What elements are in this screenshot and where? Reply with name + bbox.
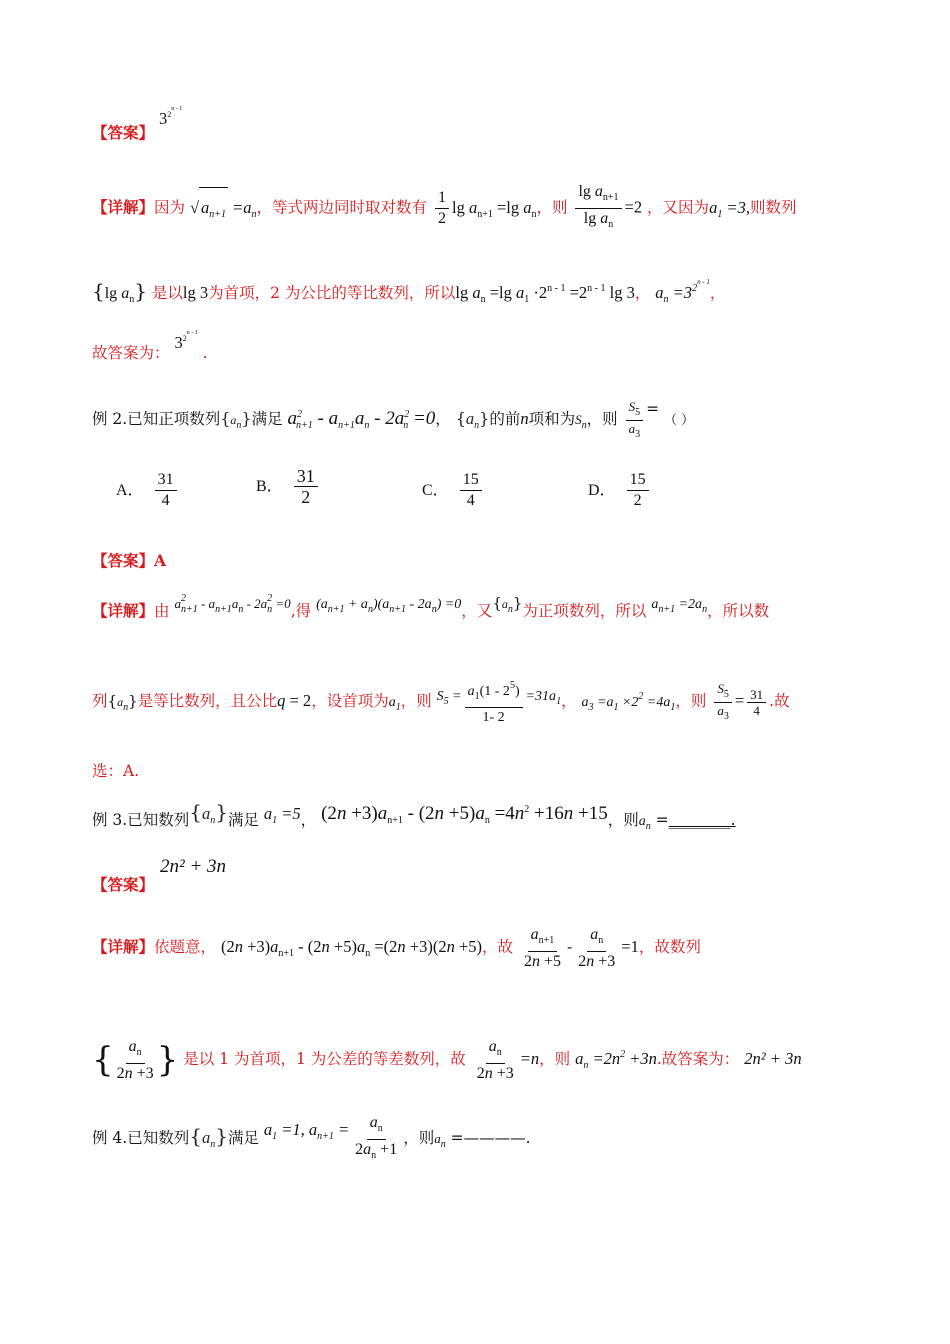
ex3-q-a: 例 3.已知数列 — [92, 811, 190, 829]
ex1-answer-line — [92, 106, 862, 144]
ex1-answer-expr: $3^{2^{n - 1}}$ — [158, 106, 183, 128]
ex1-d2-a: 是以 — [151, 284, 183, 302]
ex3-detail-line-1: 【详解】依题意， $(2n +3)a_{n+1} - (2n +5)a_n =(2n +3)(2n +5)$，故 $\frac{a_{n+1}}{2n +5}$ - $\frac{a_n}{2n +3}$ =1，故数列 — [92, 925, 701, 970]
ex2-factored: $(a_{n+1} + a_n)(a_{n+1} - 2a_n) =0$ — [316, 597, 462, 615]
lg-eq: $\lg a_{n+1} =\lg$ $a_n$ — [452, 197, 537, 220]
ex2-q-d: 的前 — [489, 410, 521, 428]
ex2-d2-c: ，设首项为 — [311, 692, 389, 710]
ex3-d1-a: 依题意， — [154, 938, 217, 956]
ex2-answer-line — [92, 550, 862, 572]
ex2-d2-b: 是等比数列，且公比 — [137, 692, 278, 710]
detail-label: 【详解】 — [92, 937, 155, 956]
ex2-d1-a: 由 — [154, 602, 170, 620]
opt-a-num: 31 — [155, 470, 177, 491]
opt-d-den: 2 — [633, 492, 642, 509]
ex2-d2-d: ，则 — [400, 692, 432, 710]
lg3: lg 3 — [182, 283, 209, 302]
ex3-q-c: ， — [300, 811, 317, 829]
s5-a3-frac: $\frac{S_5}{a_3}$ — [626, 399, 644, 442]
opt-c-den: 4 — [466, 492, 475, 509]
detail-label: 【详解】 — [92, 601, 155, 620]
ex1-final-line — [92, 332, 862, 364]
detail-label: 【详解】 — [92, 197, 155, 217]
opt-c-num: 15 — [460, 470, 482, 491]
ex3-blank[interactable]: ________. — [668, 811, 736, 829]
ex1-d1-d: ，又因为 — [647, 198, 710, 217]
opt-b-den: 2 — [301, 487, 311, 507]
ex4-q-a: 例 4.已知数列 — [92, 1129, 190, 1147]
answer-label: 【答案】 — [92, 875, 155, 894]
ex3-q-d: ，则 — [607, 811, 639, 829]
ex2-eq: $a^2_{n+1} - a_{n+1}a_n - 2a^2_n =0$ — [287, 408, 436, 431]
ex1-d1-e: 则数列 — [749, 198, 797, 217]
ex3-step: $(2n +3)a_{n+1} - (2n +5)a_n =(2n +3)(2n +5)$ — [220, 937, 483, 959]
ex2-answer-value: A — [154, 551, 167, 570]
ex2-d1-b: ,得 — [290, 602, 312, 620]
ex1-detail-line-1: 【详解】因为 √ $a_{n+1} =a_n$，等式两边同时取对数有 $\frac{1}{2}$ $\lg a_{n+1} =\lg$ $a_n$，则 $\frac{\lg a_{n+1}}{\lg a_n}$ =2 ，又因为$a_1 =3$,则数列 — [92, 182, 862, 235]
ex1-d1-b: ，等式两边同时取对数有 — [256, 198, 428, 217]
seq-lg-an: {lg $a_n$} — [92, 279, 147, 305]
ex3-question: 例 3.已知数列$\{a_n\}$满足 $a_1 =5$， $(2n +3)a_{n+1} - (2n +5)a_n =4n^2 +16n +15$，则$a_n$ =________. — [92, 800, 736, 832]
ex2-d1-e: ，所以数 — [707, 602, 770, 620]
ex1-final-dot: . — [202, 344, 208, 362]
ex4-q-b: 满足 — [227, 1129, 259, 1147]
ex3-detail-line-2: { $\frac{a_n}{2n +3}$ } 是以 1 为首项，1 为公差的等差数列，故 $\frac{a_n}{2n +3}$ =n，则 $a_n =2n^2 +3n$.故答案为： 2n² + 3n — [92, 1037, 802, 1082]
ex2-eq-small: a2n+1 - an+1an - 2a2n =0 — [174, 593, 291, 615]
ex4-q-c: ，则 — [403, 1129, 435, 1147]
ex2-d2-e: ， — [561, 692, 577, 710]
ex2-q-c: ， — [435, 410, 451, 428]
ex1-final-text: 故答案为： — [92, 344, 170, 362]
ex4-blank[interactable]: ————. — [463, 1129, 531, 1147]
ex1-d2-b: 为首项，2 为公比的等比数列，所以 — [208, 284, 456, 302]
ex3-d2-a: 是以 1 为首项，1 为公差的等差数列，故 — [183, 1050, 466, 1068]
ex2-detail-line-2: 列$\{a_n\}$是等比数列，且公比q = 2，设首项为$a_1$，则 $S_5$ = $\frac{a_1(1 - 2^5)}{1- 2}$ $=31a_1$， $a_3 =a_1 \times 2^2 =4a_1$，则 $\frac{S_5}{a_3}$ = $\frac{31}{4}$ .故 — [92, 674, 862, 731]
ex3-recurrence: $(2n +3)a_{n+1} - (2n +5)a_n =4n^2 +16n +15$ — [321, 803, 608, 826]
lg-ratio-frac: $\frac{\lg a_{n+1}}{\lg a_n}$ — [575, 182, 621, 235]
an-formula: $a_n =3^{2^{n - 1}}$ — [655, 278, 710, 305]
ex3-d2-c: .故答案为： — [656, 1050, 740, 1068]
seq-an: $\{a_n\}$ — [220, 409, 252, 431]
ex2-detail-line-1: 【详解】由 $^{a^2_{n+1} - a_{n+1}a_n - 2a^2_n =0}$,得 $(a_{n+1} + a_n)(a_{n+1} - 2a_n) =0$，又$\{a_n\}$为正项数列，所以 $a_{n+1} =2a_n$，所以数 — [92, 593, 770, 620]
half-frac: $\frac{1}{2}$ — [435, 188, 449, 229]
ex1-final-expr: $3^{2^{n - 1}}$ — [174, 330, 198, 352]
ex2-d1-c: ，又 — [461, 602, 493, 620]
ex2-d2-a: 列 — [92, 692, 108, 710]
a1-eq: $a_1 =3$, — [709, 197, 750, 220]
ex2-ratio: $a_{n+1} =2a_n$ — [651, 597, 708, 615]
ex3-final-expr: 2n² + 3n — [744, 1049, 802, 1068]
ex3-d1-c: ，故数列 — [638, 938, 701, 956]
lg-an-formula: $\lg a_n =\lg$ $a_1 \cdot 2^{n - 1} =2^{n - 1}$ lg 3 — [455, 283, 635, 305]
ex2-q-b: 满足 — [251, 410, 283, 428]
ex2-q-f: ，则 — [586, 410, 618, 428]
answer-label: 【答案】 — [92, 123, 155, 142]
ex2-q-e: 项和为 — [528, 410, 576, 428]
ex2-d1-d: 为正项数列，所以 — [522, 602, 647, 620]
ex3-d2-b: ，则 — [539, 1050, 571, 1068]
ex2-q-a: 例 2.已知正项数列 — [92, 410, 221, 428]
ex2-option-b[interactable]: B． $\frac{31}{2}$ — [256, 466, 321, 507]
ex2-d2-g: .故 — [769, 692, 790, 710]
ex2-d3: 选：A. — [92, 762, 140, 780]
ex1-d1-c: ，则 — [536, 198, 568, 217]
ex3-answer-line — [92, 856, 862, 894]
ex2-detail-line-3 — [92, 760, 862, 782]
opt-b-num: 31 — [294, 466, 318, 487]
ex2-option-d[interactable]: D． $\frac{15}{2}$ — [588, 470, 652, 511]
opt-a-den: 4 — [161, 492, 170, 509]
ex2-question: 例 2.已知正项数列$\{a_n\}$满足 $a^2_{n+1} - a_{n+1}a_n - 2a^2_n =0$， $\{a_n\}$的前n项和为$S_n$，则 $\frac{S_5}{a_3}$ = （ ） — [92, 398, 695, 440]
ex2-option-c[interactable]: C． $\frac{15}{4}$ — [422, 470, 485, 511]
ex1-d1-a: 因为 — [154, 198, 186, 217]
ex1-d2-c: ， — [634, 284, 651, 302]
ex2-d2-f: ，则 — [675, 692, 707, 710]
sqrt-expr: √ $a_{n+1} =a_n$ — [190, 198, 257, 217]
ex4-question: 例 4.已知数列$\{a_n\}$满足 $a_1 =1$, $a_{n+1}$ = $\frac{a_n}{2a_n +1}$ ，则$a_n$ =————. — [92, 1113, 531, 1161]
ex2-option-a[interactable]: A． $\frac{31}{4}$ — [116, 470, 180, 511]
s5-frac: $\frac{a_1(1 - 2^5)}{1- 2}$ — [465, 676, 523, 728]
ex3-answer-expr: 2n² + 3n — [160, 856, 227, 877]
answer-label: 【答案】 — [92, 551, 155, 570]
opt-d-num: 15 — [627, 470, 649, 491]
ex2-q-paren: （ ） — [664, 413, 695, 428]
ex3-d1-b: ，故 — [482, 938, 514, 956]
ex3-q-b: 满足 — [227, 811, 259, 829]
ex1-detail-line-2: {lg $a_n$} 是以lg 3为首项，2 为公比的等比数列，所以$\lg a_n =\lg$ $a_1 \cdot 2^{n - 1} =2^{n - 1}$ lg 3， $a_n =3^{2^{n - 1}}$， — [92, 278, 726, 305]
